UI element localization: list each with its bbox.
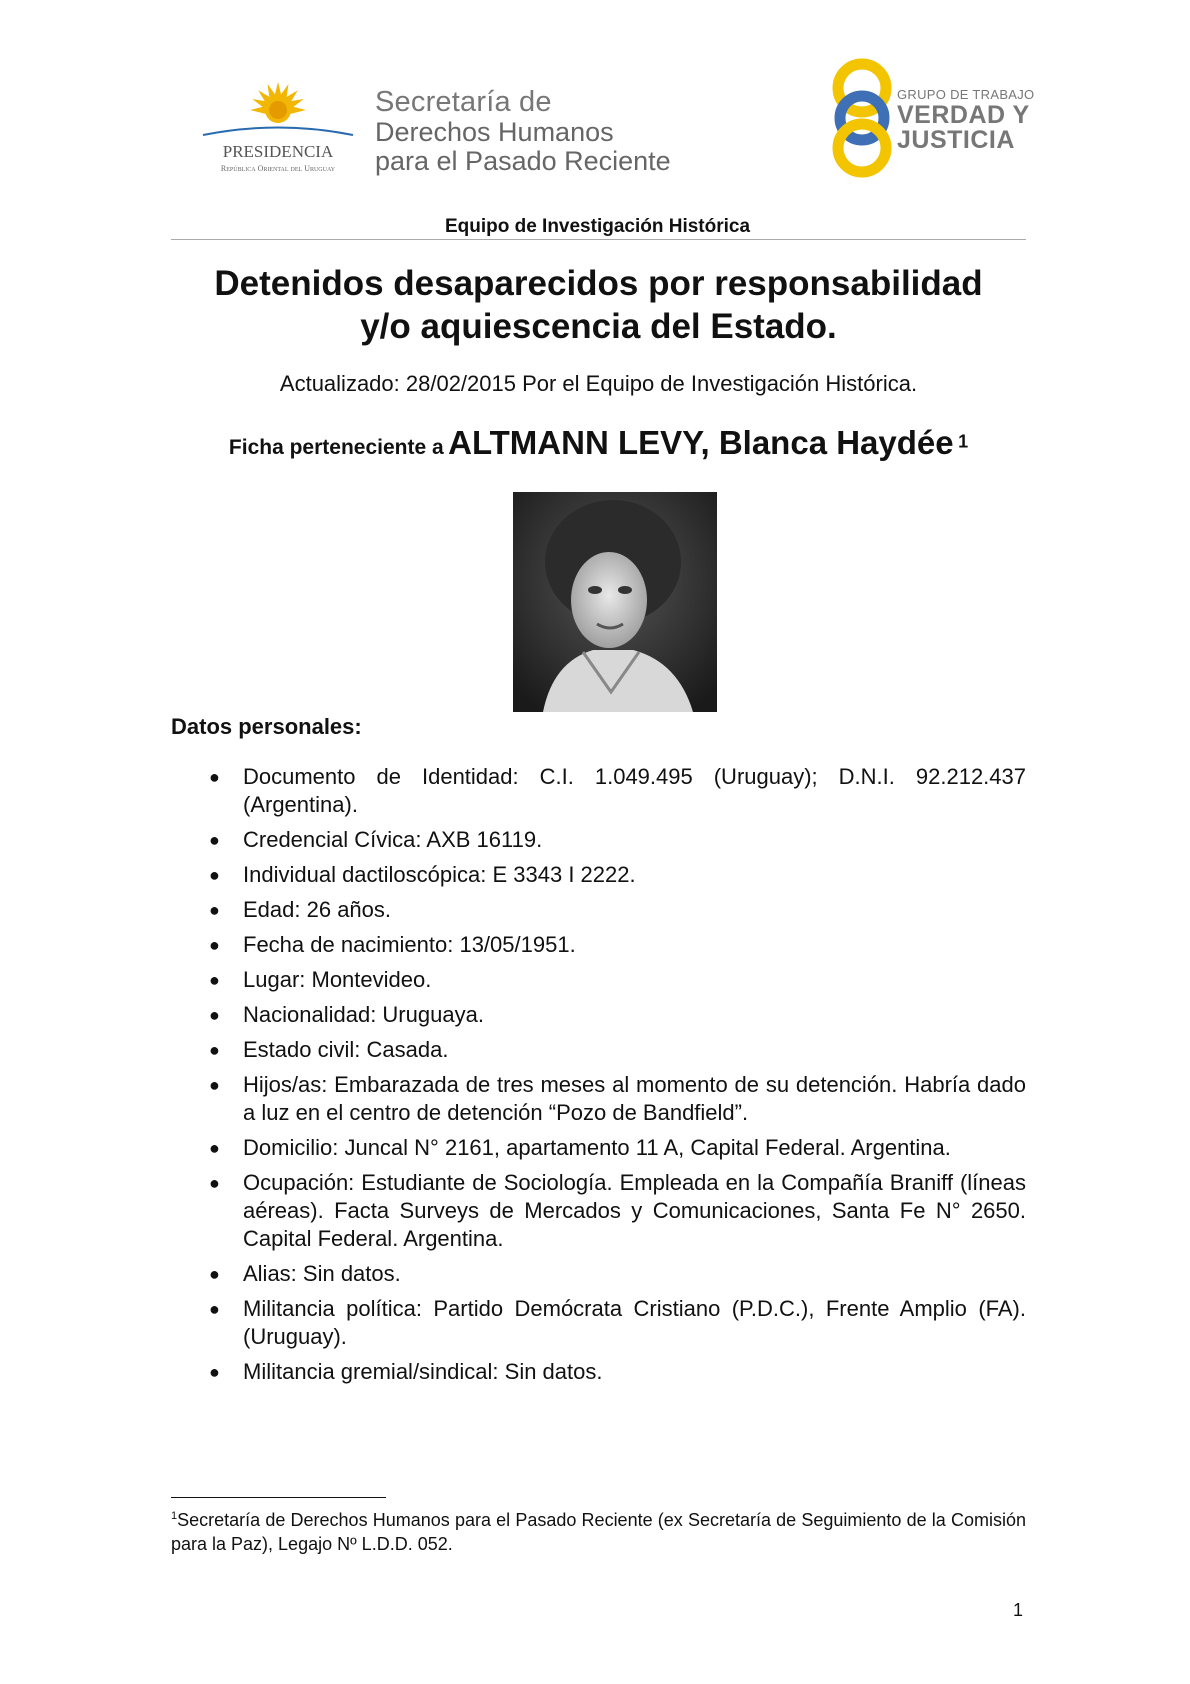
list-item <box>171 1036 1026 1064</box>
bullet-icon: ● <box>209 900 220 920</box>
title-line1: Detenidos desaparecidos por responsabilidad <box>214 264 983 303</box>
list-item-text: Alias: Sin datos. <box>243 1261 401 1286</box>
footnote-text: Secretaría de Derechos Humanos para el Pasado Reciente (ex Secretaría de Seguimiento de la Comisión para la Paz), Legajo Nº L.D.D. 052. <box>171 1510 1026 1554</box>
bullet-icon: ● <box>209 1138 220 1158</box>
list-item-text: Domicilio: Juncal N° 2161, apartamento 11 A, Capital Federal. Argentina. <box>243 1135 951 1160</box>
bullet-icon: ● <box>209 830 220 850</box>
list-item <box>171 861 1026 889</box>
list-item <box>171 1169 1026 1253</box>
list-item <box>171 1295 1026 1351</box>
bullet-icon: ● <box>209 935 220 955</box>
list-item <box>171 763 1026 819</box>
title-line2: y/o aquiescencia del Estado. <box>360 307 837 346</box>
bullet-icon: ● <box>209 1299 220 1319</box>
secretaria-line3: para el Pasado Reciente <box>375 146 671 176</box>
updated-line: Actualizado: 28/02/2015 Por el Equipo de Investigación Histórica. <box>279 371 918 396</box>
presidencia-subtitle: República Oriental del Uruguay <box>220 164 336 173</box>
footnote-divider <box>171 1497 386 1498</box>
bullet-icon: ● <box>209 767 220 787</box>
bullet-icon: ● <box>209 1075 220 1095</box>
list-item <box>171 931 1026 959</box>
gtvj-text <box>897 87 1034 153</box>
bullet-icon: ● <box>209 1005 220 1025</box>
footnote-ref: 1 <box>958 431 969 452</box>
bullet-icon: ● <box>209 1362 220 1382</box>
page-number: 1 <box>1013 1600 1024 1620</box>
list-item <box>171 826 1026 854</box>
linked-rings-icon <box>822 56 902 181</box>
document-title <box>171 262 1026 348</box>
portrait-image <box>513 492 717 712</box>
bullet-icon: ● <box>209 970 220 990</box>
presidencia-name: PRESIDENCIA <box>222 142 334 161</box>
footnote-number: 1 <box>171 1510 178 1522</box>
bullet-icon: ● <box>209 865 220 885</box>
person-name: ALTMANN LEVY, Blanca Haydée <box>448 424 954 461</box>
list-item-text: Estado civil: Casada. <box>243 1037 449 1062</box>
header-divider <box>171 239 1026 240</box>
secretaria-line1: Secretaría de <box>375 86 552 118</box>
list-item-text: Ocupación: Estudiante de Sociología. Empleada en la Compañía Braniff (líneas aéreas). Facta Surveys de Mercados y Comunicaciones, Santa Fe N° 2650. Capital Federal. Argentina. <box>243 1170 1026 1251</box>
list-item <box>171 1071 1026 1127</box>
list-item <box>171 896 1026 924</box>
list-item <box>171 966 1026 994</box>
secretaria-logo <box>375 86 705 176</box>
list-item <box>171 1134 1026 1162</box>
portrait-photo <box>513 492 717 712</box>
gtvj-line1: GRUPO DE TRABAJO <box>897 87 1035 102</box>
list-item-text: Documento de Identidad: C.I. 1.049.495 (Uruguay); D.N.I. 92.212.437 (Argentina). <box>243 764 1026 817</box>
list-item-text: Militancia política: Partido Demócrata Cristiano (P.D.C.), Frente Amplio (FA). (Uruguay). <box>243 1296 1026 1349</box>
list-item-text: Individual dactiloscópica: E 3343 I 2222. <box>243 862 636 887</box>
footnote <box>171 1504 1026 1556</box>
section-title: Datos personales: <box>171 714 362 739</box>
personal-data-list <box>171 763 1026 1393</box>
list-item <box>171 1358 1026 1386</box>
list-item-text: Militancia gremial/sindical: Sin datos. <box>243 1359 603 1384</box>
list-item-text: Fecha de nacimiento: 13/05/1951. <box>243 932 576 957</box>
team-header: Equipo de Investigación Histórica <box>444 216 751 237</box>
list-item <box>171 1001 1026 1029</box>
list-item <box>171 1260 1026 1288</box>
list-item-text: Credencial Cívica: AXB 16119. <box>243 827 543 852</box>
presidencia-logo <box>198 80 358 180</box>
secretaria-line2: Derechos Humanos <box>375 117 614 147</box>
bullet-icon: ● <box>209 1264 220 1284</box>
ficha-heading <box>171 424 1026 462</box>
list-item-text: Lugar: Montevideo. <box>243 967 432 992</box>
list-item-text: Nacionalidad: Uruguaya. <box>243 1002 484 1027</box>
bullet-icon: ● <box>209 1040 220 1060</box>
gtvj-line3: JUSTICIA <box>897 126 1015 154</box>
bullet-icon: ● <box>209 1173 220 1193</box>
ficha-prefix: Ficha perteneciente a <box>228 436 444 459</box>
gtvj-line2: VERDAD Y <box>897 101 1030 129</box>
list-item-text: Edad: 26 años. <box>243 897 392 922</box>
list-item-text: Hijos/as: Embarazada de tres meses al momento de su detención. Habría dado a luz en el centro de detención “Pozo de Bandfield”. <box>243 1072 1026 1125</box>
